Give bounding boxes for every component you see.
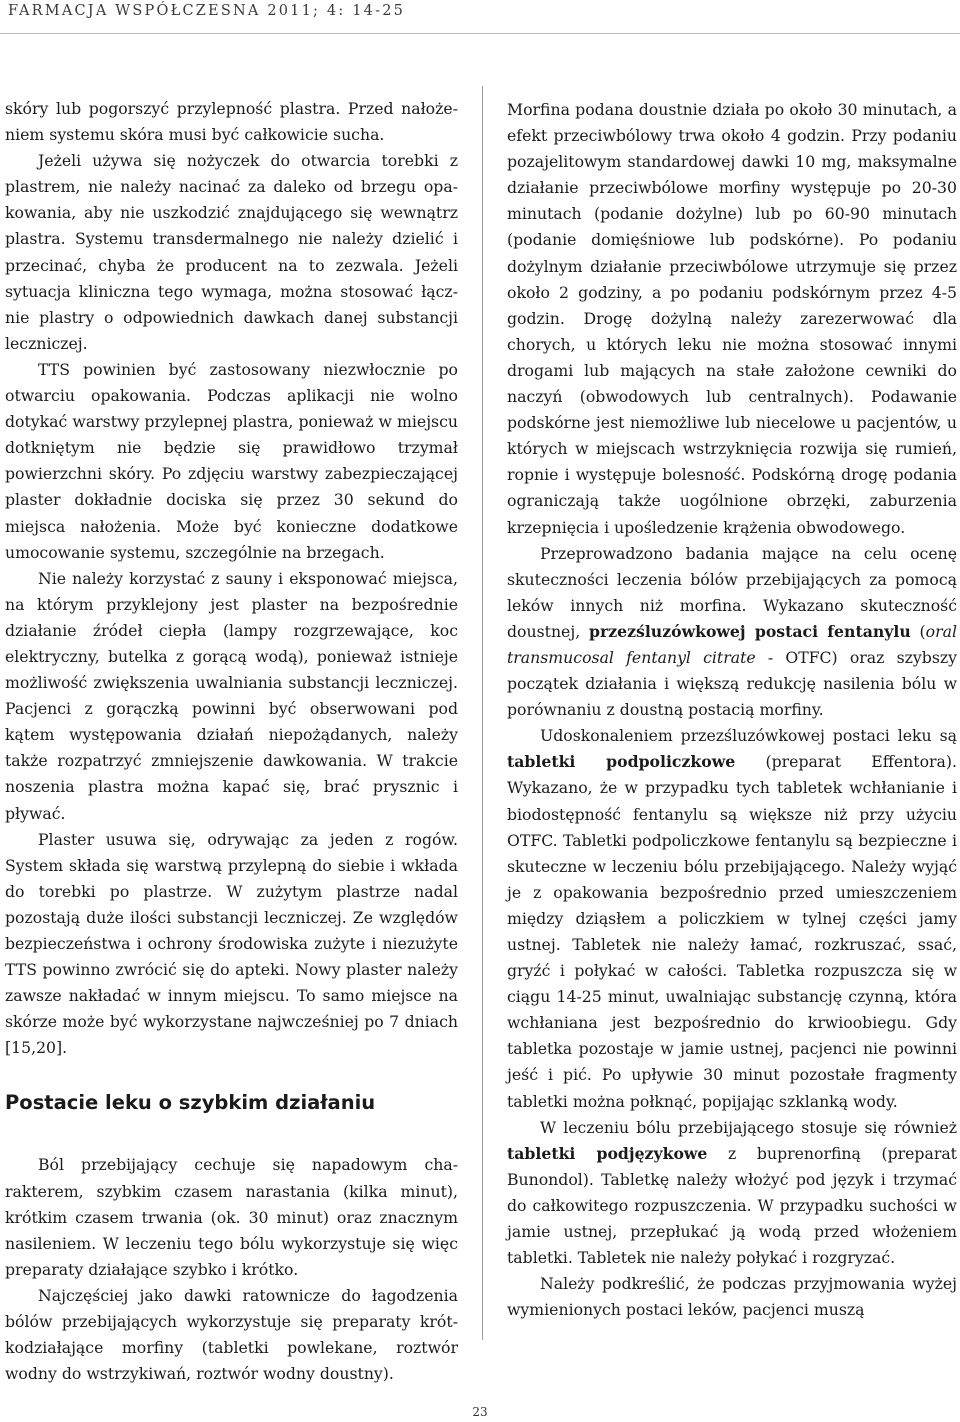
paragraph: skóry lub pogorszyć przylepność plastra. Przed nałożeniem systemu skóra musi być całkowicie sucha. (5, 99, 458, 145)
text-run: Przeprowadzono badania mające na celu ocenę skuteczności leczenia bólów przebijających za pomocą leków innych niż morfina. Wykazano skuteczność doustnej, (507, 543, 957, 641)
column-divider (482, 86, 483, 1340)
text-run: z buprenorfiną (preparat Bunondol). Tabletkę należy włożyć pod język i trzymać do całkowitego rozpuszczenia. W przypadku suchości w jamie ustnej, przepłukać ją wodą przed włożeniem tabletki. Tabletek nie należy połykać i rozgryzać. (507, 1143, 957, 1268)
text-run: (preparat Effentora). Wykazano, że w przypadku tych tabletek wchłanianie i biodostępność fentanylu są większe niż przy użyciu OTFC. Tabletki podpoliczkowe fentanylu są bezpieczne i skuteczne w leczeniu bólu przebijającego. Należy wyjąć je z opakowania bezpośrednio przed umieszczeniem między dziąsłem a policzkiem w tylnej części jamy ustnej. Tabletek nie należy łamać, rozkruszać, ssać, gryźć i połykać w całości. Tabletka rozpuszcza się w ciągu 14-25 minut, uwalniając substancję czynną, która wchłaniana jest bezpośrednio do krwioobiegu. Gdy tabletka pozostaje w jamie ustnej, pacjenci nie powinni jeść i pić. Po upływie 30 minut pozostałe fragmenty tabletki można połknąć, popijając szklanką wody. (507, 752, 957, 1111)
paragraph (507, 1115, 957, 1272)
paragraph: Nie należy korzystać z sauny i eksponować miejsca, na którym przyklejony jest plaster na bezpośrednie działanie źródeł ciepła (lampy rozgrzewające, koc elektryczny, butelka z gorącą wodą), ponieważ istnieje możliwość zwiększenia uwalniania substancji leczniczej. Pacjenci z gorączką powinni być obserwowani pod kątem występowania działań niepożądanych, należy także rozpatrzyć zmniejszenie dawkowania. W trakcie noszenia plastra można kapać się, brać prysznic i pływać. (5, 568, 458, 823)
paragraph (507, 723, 957, 1114)
paragraph: Morfina podana doustnie działa po około 30 minutach, a efekt przeciwbólowy trwa około 4 godzin. Przy podaniu pozajelitowym standardowej dawki 10 mg, maksymalne działanie przeciwbólowe morfiny występuje po 20-30 minutach (podanie dożylne) lub po 60-90 minutach (podanie domięśniowe lub podskórne). Po podaniu dożylnym działanie przeciwbólowe utrzymuje się przez około 2 godziny, a po podaniu podskórnym przez 4-5 godzin. Drogę dożylną należy zarezerwować dla chorych, u których leku nie można stosować innymi drogami lub mających na stałe założone cewniki do naczyń (obwodowych lub centralnych). Podawanie podskórne jest niemożliwe lub niecelowe u pacjentów, u których w miejscach wstrzyknięcia rozwija się rumień, ropnie i występuje bolesność. Podskórną drogę podania ograniczają także uogólnione obrzęki, zaburzenia krzepnięcia i upośledzenie krążenia obwodowego. (507, 100, 957, 537)
paragraph (507, 541, 957, 724)
bold-term: przezśluzówkowej postaci fentanylu (588, 621, 911, 641)
paragraph: Jeżeli używa się nożyczek do otwarcia torebki z plastrem, nie należy nacinać za daleko od brzegu opakowania, aby nie uszkodzić znajdującego się wewnątrz plastra. Systemu transdermalnego nie należy dzielić i przecinać, chyba że producent na to zezwala. Jeżeli sytuacja kliniczna tego wymaga, można stosować łącznie plastry o odpowiednich dawkach danej substancji leczniczej. (5, 151, 458, 353)
bold-term: tabletki podpoliczkowe (507, 752, 736, 772)
header-rule (0, 33, 960, 34)
running-head: FARMACJA WSPÓŁCZESNA 2011; 4: 14-25 (8, 3, 406, 19)
paragraph: Ból przebijający cechuje się napadowym charakterem, szybkim czasem narastania (kilka minut), krótkim czasem trwania (ok. 30 minut) oraz znacznym nasileniem. W leczeniu tego bólu wykorzystuje się więc preparaty działające szybko i krótko. (5, 1155, 458, 1279)
section-heading: Postacie leku o szybkim działaniu (5, 1091, 376, 1115)
paragraph: Plaster usuwa się, odrywając za jeden z rogów. System składa się warstwą przylepną do siebie i wkłada do torebki po plastrze. W zużytym plastrze nadal pozostają duże ilości substancji leczniczej. Ze względów bezpieczeństwa i ochrony środowiska zużyte i niezużyte TTS powinno zwrócić się do apteki. Nowy plaster należy zawsze nakładać w innym miejscu. To samo miejsce na skórze może być wykorzystane najwcześniej po 7 dniach [15,20]. (5, 829, 458, 1058)
italic-term: oral transmucosal fentanyl citrate (507, 621, 957, 667)
right-column (507, 97, 957, 1323)
text-run: - OTFC) oraz szybszy początek działania i większą redukcję nasilenia bólu w porównaniu z doustną postacią morfiny. (507, 647, 957, 720)
page-number: 23 (472, 1405, 488, 1419)
paragraph: TTS powinien być zastosowany niezwłocznie po otwarciu opakowania. Podczas aplikacji nie wolno dotykać warstwy przylepnej plastra, ponieważ w miejscu dotkniętym nie będzie się prawidłowo trzymał powierzchni skóry. Po zdjęciu warstwy zabezpieczającej plaster dokładnie dociska się przez 30 sekund do miejsca nałożenia. Może być konieczne dodatkowe umocowanie systemu, szczególnie na brzegach. (5, 359, 458, 562)
bold-term: tabletki podjęzykowe (507, 1143, 708, 1163)
left-column (5, 96, 458, 1387)
text-run: W leczeniu bólu przebijającego stosuje się również (540, 1117, 957, 1137)
text-run: Udoskonaleniem przezśluzówkowej postaci leku są (540, 726, 957, 746)
text-run: ( (910, 621, 926, 641)
paragraph: Najczęściej jako dawki ratownicze do łagodzenia bólów przebijających wykorzystuje się preparaty krótkodziałające morfiny (tabletki powlekane, roztwór wodny do wstrzykiwań, roztwór wodny doustny). (5, 1285, 458, 1384)
paragraph: Należy podkreślić, że podczas przyjmowania wyżej wymienionych postaci leków, pacjenci muszą (507, 1274, 957, 1320)
